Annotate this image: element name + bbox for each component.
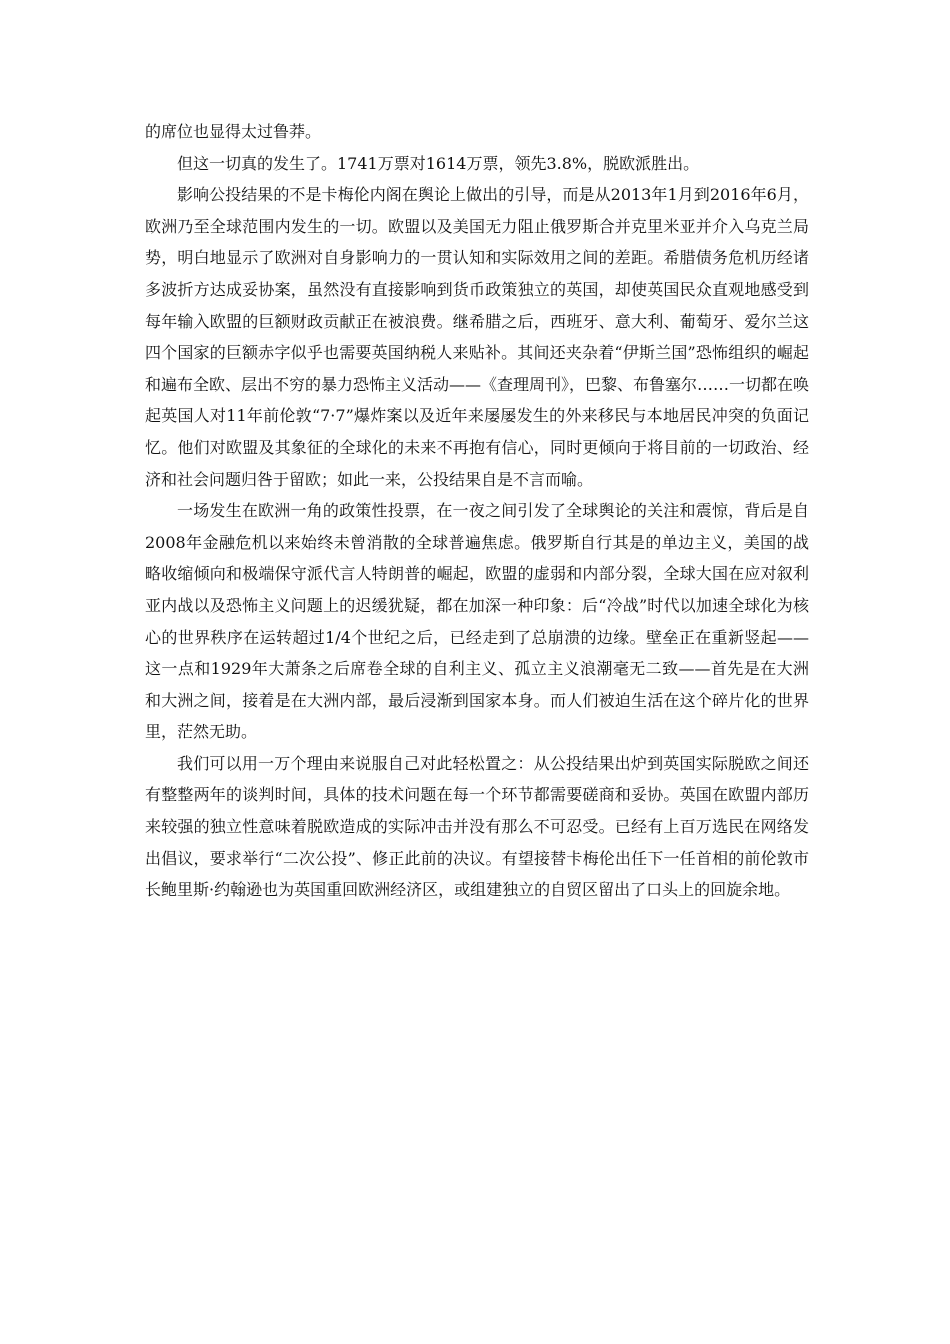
paragraph-continuation: 的席位也显得太过鲁莽。 [145,122,322,141]
paragraph-global-anxiety: 一场发生在欧洲一角的政策性投票，在一夜之间引发了全球舆论的关注和震惊，背后是自2008年金融危机以来始终未曾消散的全球普遍焦虑。俄罗斯自行其是的单边主义，美国的战略收缩倾向和极端保守派代言人特朗普的崛起，欧盟的虚弱和内部分裂，全球大国在应对叙利亚内战以及恐怖主义问题上的迟缓犹疑，都在加深一种印象：后“冷战”时代以加速全球化为核心的世界秩序在运转超过1/4个世纪之后，已经走到了总崩溃的边缘。壁垒正在重新竖起——这一点和1929年大萧条之后席卷全球的自利主义、孤立主义浪潮毫无二致——首先是在大洲和大洲之间，接着是在大洲内部，最后浸渐到国家本身。而人们被迫生活在这个碎片化的世界里，茫然无助。 [145,501,809,742]
paragraph-reasons: 我们可以用一万个理由来说服自己对此轻松置之：从公投结果出炉到英国实际脱欧之间还有整整两年的谈判时间，具体的技术问题在每一个环节都需要磋商和妥协。英国在欧盟内部历来较强的独立性意味着脱欧造成的实际冲击并没有那么不可忍受。已经有上百万选民在网络发出倡议，要求举行“二次公投”、修正此前的决议。有望接替卡梅伦出任下一任首相的前伦敦市长鲍里斯·约翰逊也为英国重回欧洲经济区，或组建独立的自贸区留出了口头上的回旋余地。 [145,753,809,900]
paragraph-vote-result: 但这一切真的发生了。1741万票对1614万票，领先3.8%，脱欧派胜出。 [177,153,700,173]
paragraph-influences: 影响公投结果的不是卡梅伦内阁在舆论上做出的引导，而是从2013年1月到2016年6月，欧洲乃至全球范围内发生的一切。欧盟以及美国无力阻止俄罗斯合并克里米亚并介入乌克兰局势，明白地显示了欧洲对自身影响力的一贯认知和实际效用之间的差距。希腊债务危机历经诸多波折方达成妥协案，虽然没有直接影响到货币政策独立的英国，却使英国民众直观地感受到每年输入欧盟的巨额财政贡献正在被浪费。继希腊之后，西班牙、意大利、葡萄牙、爱尔兰这四个国家的巨额赤字似乎也需要英国纳税人来贴补。其间还夹杂着“伊斯兰国”恐怖组织的崛起和遍布全欧、层出不穷的暴力恐怖主义活动——《查理周刊》，巴黎、布鲁塞尔……一切都在唤起英国人对11年前伦敦“7·7”爆炸案以及近年来屡屡发生的外来移民与本地居民冲突的负面记忆。他们对欧盟及其象征的全球化的未来不再抱有信心，同时更倾向于将目前的一切政治、经济和社会问题归咎于留欧；如此一来，公投结果自是不言而喻。 [145,185,810,489]
article-body [145,116,809,906]
